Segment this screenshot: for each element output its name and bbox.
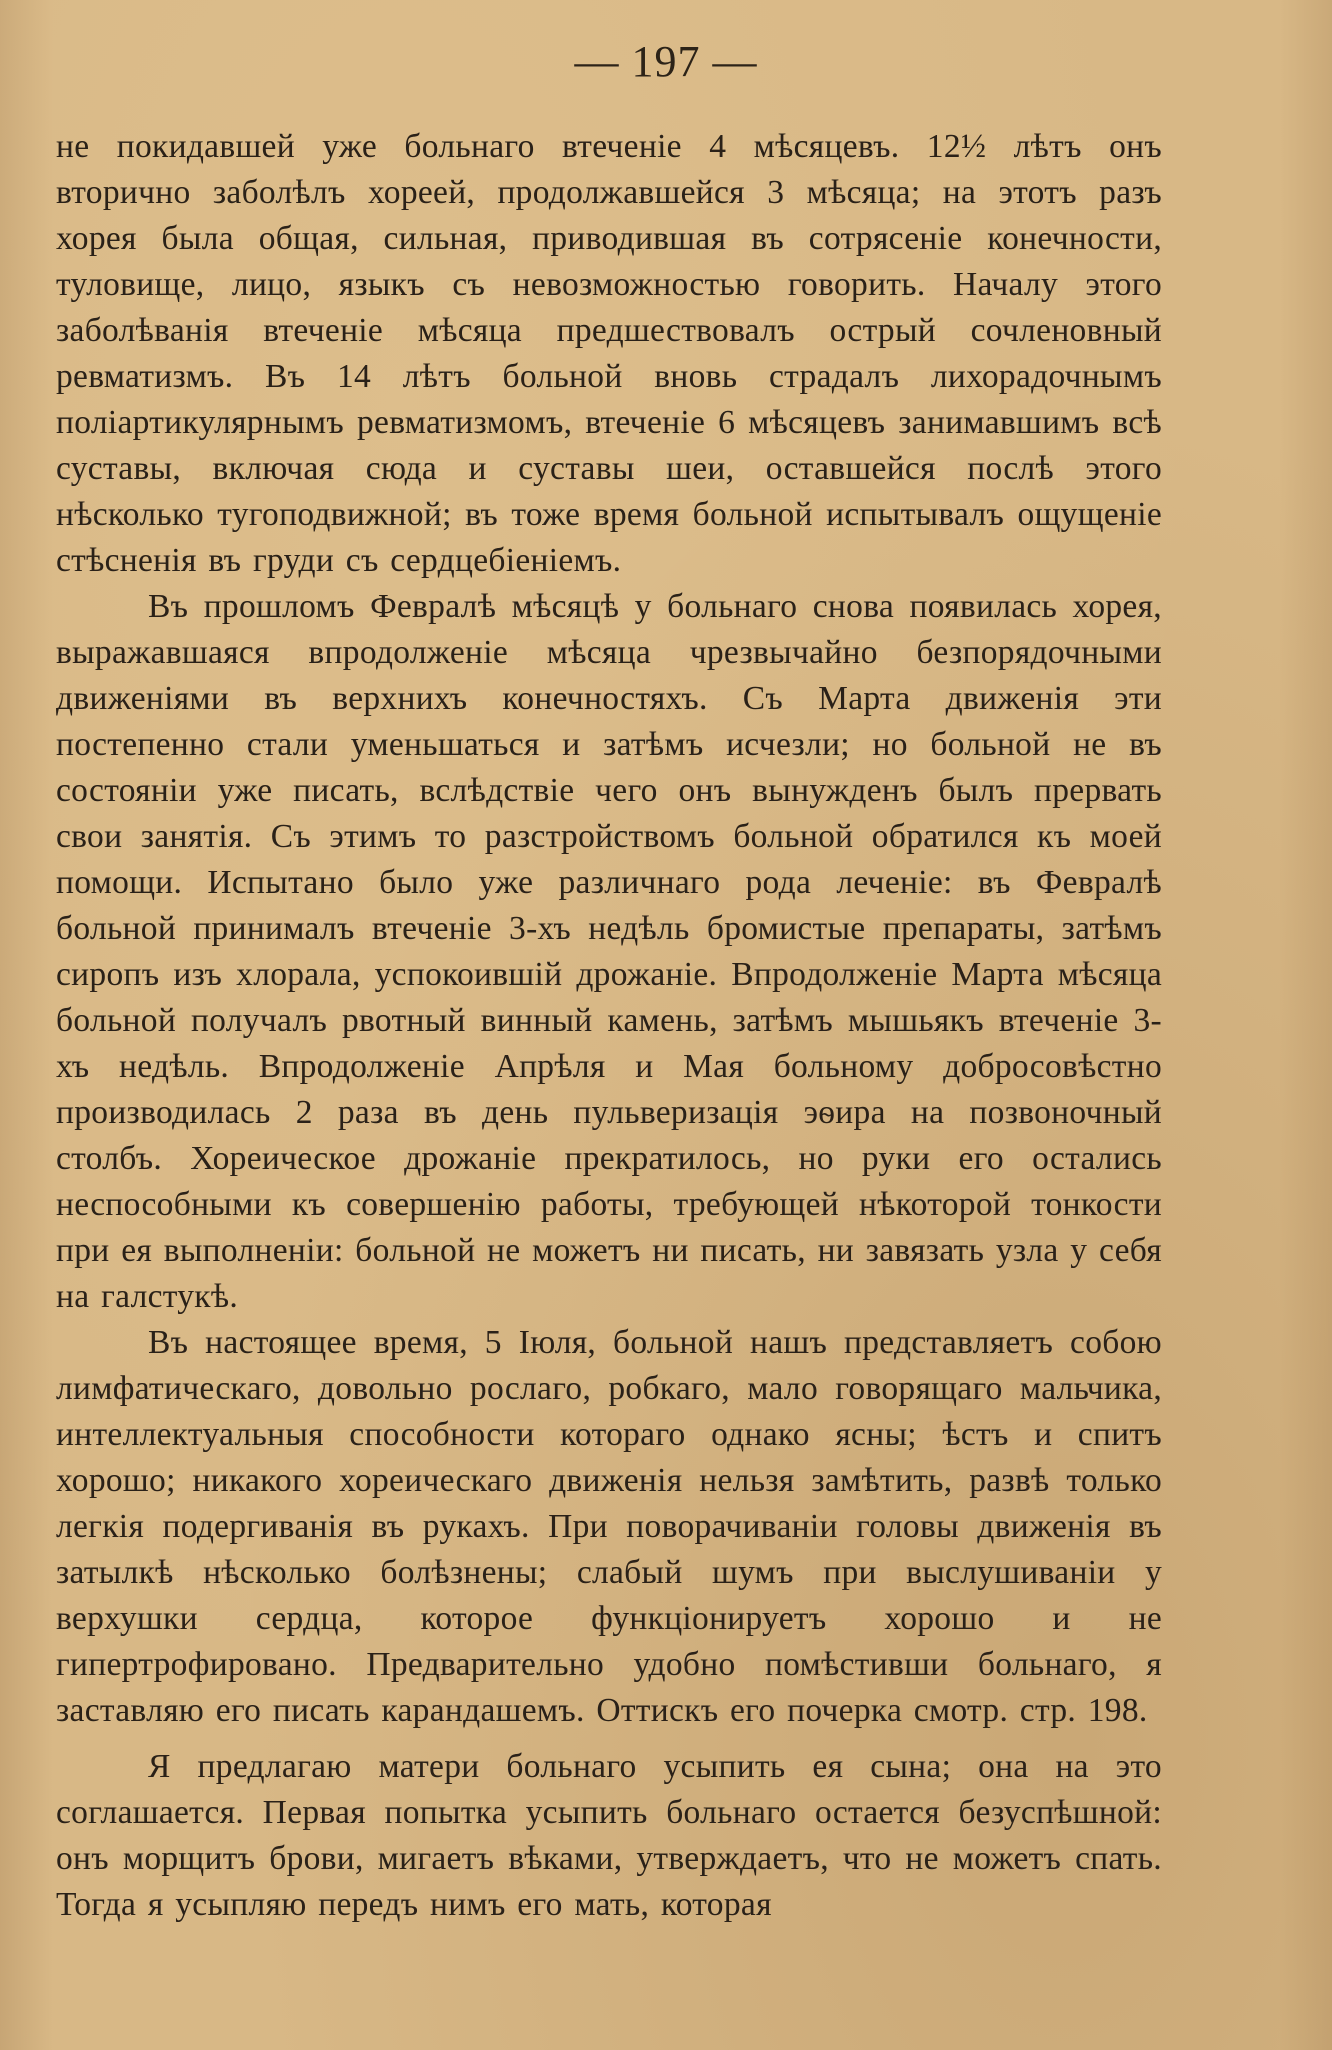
body-text [56,124,1162,1928]
page-number: — 197 — [574,37,758,86]
paragraph-1: не покидавшей уже больнаго втеченіе 4 мѣсяцевъ. 12½ лѣтъ онъ вторично заболѣлъ хореей, продолжавшейся 3 мѣсяца; на этотъ разъ хорея была общая, сильная, приводившая въ сотрясеніе конечности, туловище, лицо, языкъ съ невозможностью говорить. Началу этого заболѣванія втеченіе мѣсяца предшествовалъ острый сочленовный ревматизмъ. Въ 14 лѣтъ больной вновь страдалъ лихорадочнымъ поліартикулярнымъ ревматизмомъ, втеченіе 6 мѣсяцевъ занимавшимъ всѣ суставы, включая сюда и суставы шеи, оставшейся послѣ этого нѣсколько тугоподвижной; въ тоже время больной испытывалъ ощущеніе стѣсненія въ груди съ сердцебіеніемъ. [56,128,1162,579]
paragraph-4: Я предлагаю матери больнаго усыпить ея сына; она на это соглашается. Первая попытка усыпить больнаго остается безуспѣшной: онъ морщитъ брови, мигаетъ вѣками, утверждаетъ, что не можетъ спать. Тогда я усыпляю передъ нимъ его мать, которая [56,1748,1162,1923]
paragraph-3: Въ настоящее время, 5 Іюля, больной нашъ представляетъ собою лимфатическаго, довольно рослаго, робкаго, мало говорящаго мальчика, интеллектуальныя способности котораго однако ясны; ѣстъ и спитъ хорошо; никакого хореическаго движенія нельзя замѣтить, развѣ только легкія подергиванія въ рукахъ. При поворачиваніи головы движенія въ затылкѣ нѣсколько болѣзнены; слабый шумъ при выслушиваніи у верхушки сердца, которое функціонируетъ хорошо и не гипертрофировано. Предварительно удобно помѣстивши больнаго, я заставляю его писать карандашемъ. Оттискъ его почерка смотр. стр. 198. [56,1324,1162,1729]
paragraph-2: Въ прошломъ Февралѣ мѣсяцѣ у больнаго снова появилась хорея, выражавшаяся впродолженіе мѣсяца чрезвычайно безпорядочными движеніями въ верхнихъ конечностяхъ. Съ Марта движенія эти постепенно стали уменьшаться и затѣмъ исчезли; но больной не въ состояніи уже писать, вслѣдствіе чего онъ вынужденъ былъ прервать свои занятія. Съ этимъ то разстройствомъ больной обратился къ моей помощи. Испытано было уже различнаго рода леченіе: въ Февралѣ больной принималъ втеченіе 3-хъ недѣль бромистые препараты, затѣмъ сиропъ изъ хлорала, успокоившій дрожаніе. Впродолженіе Марта мѣсяца больной получалъ рвотный винный камень, затѣмъ мышьякъ втеченіе 3-хъ недѣль. Впродолженіе Апрѣля и Мая больному добросовѣстно производилась 2 раза въ день пульверизація эѳира на позвоночный столбъ. Хореическое дрожаніе прекратилось, но руки его остались неспособными къ совершенію работы, требующей нѣкоторой тонкости при ея выполненіи: больной не можетъ ни писать, ни завязать узла у себя на галстукѣ. [56,588,1162,1315]
